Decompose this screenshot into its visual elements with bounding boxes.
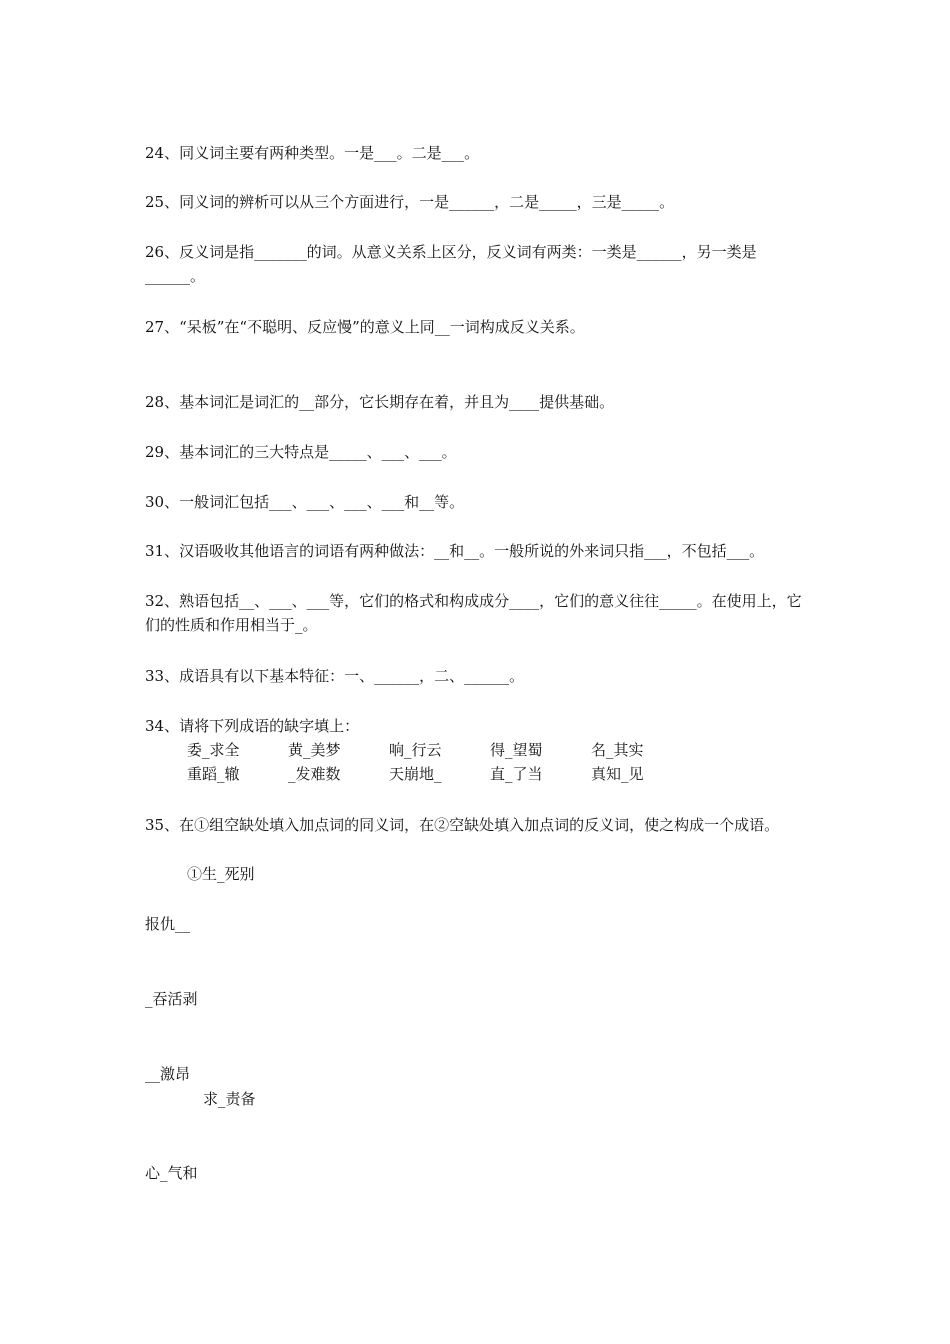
idiom-item: 真知_见: [591, 765, 644, 783]
idiom-grid: [187, 738, 692, 786]
question-28: 28、基本词汇是词汇的__部分，它长期存在着，并且为____提供基础。: [145, 393, 615, 411]
question-26: 26、反义词是指_______的词。从意义关系上区分，反义词有两类：一类是______，另一类是______。: [145, 243, 757, 285]
q35-item: 求_责备: [203, 1090, 256, 1108]
idiom-item: 得_望蜀: [490, 741, 543, 759]
question-34: 34、请将下列成语的缺字填上：: [145, 717, 360, 735]
q35-item: _吞活剥: [145, 990, 198, 1008]
question-35: 35、在①组空缺处填入加点词的同义词，在②空缺处填入加点词的反义词，使之构成一个成语。: [145, 816, 780, 834]
idiom-item: _发难数: [288, 765, 341, 783]
question-30: 30、一般词汇包括___、___、___、___和__等。: [145, 493, 465, 511]
idiom-item: 直_了当: [490, 765, 543, 783]
question-33: 33、成语具有以下基本特征：一、______，二、______。: [145, 667, 525, 685]
idiom-item: 重蹈_辙: [187, 765, 240, 783]
question-25: 25、同义词的辨析可以从三个方面进行，一是______，二是_____，三是_____。: [145, 193, 675, 211]
idiom-row: [187, 738, 692, 762]
q35-item: ①生_死别: [187, 865, 255, 883]
idiom-item: 响_行云: [389, 741, 442, 759]
idiom-item: 委_求全: [187, 741, 240, 759]
q35-item: __激昂: [145, 1065, 191, 1083]
idiom-item: 天崩地_: [389, 765, 442, 783]
q35-item: 报仇__: [145, 915, 191, 933]
question-32: 32、熟语包括__、___、___等，它们的格式和构成成分____，它们的意义往往_____。在使用上，它们的性质和作用相当于_。: [145, 592, 802, 634]
question-27: 27、“呆板”在“不聪明、反应慢”的意义上同__一词构成反义关系。: [145, 318, 585, 336]
q35-item: 心_气和: [145, 1164, 198, 1182]
question-31: 31、汉语吸收其他语言的词语有两种做法：__和__。一般所说的外来词只指___，不包括___。: [145, 542, 765, 560]
question-24: 24、同义词主要有两种类型。一是___。二是___。: [145, 144, 480, 162]
idiom-row: [187, 762, 692, 786]
idiom-item: 黄_美梦: [288, 741, 341, 759]
question-29: 29、基本词汇的三大特点是_____、___、___。: [145, 443, 457, 461]
idiom-item: 名_其实: [591, 741, 644, 759]
